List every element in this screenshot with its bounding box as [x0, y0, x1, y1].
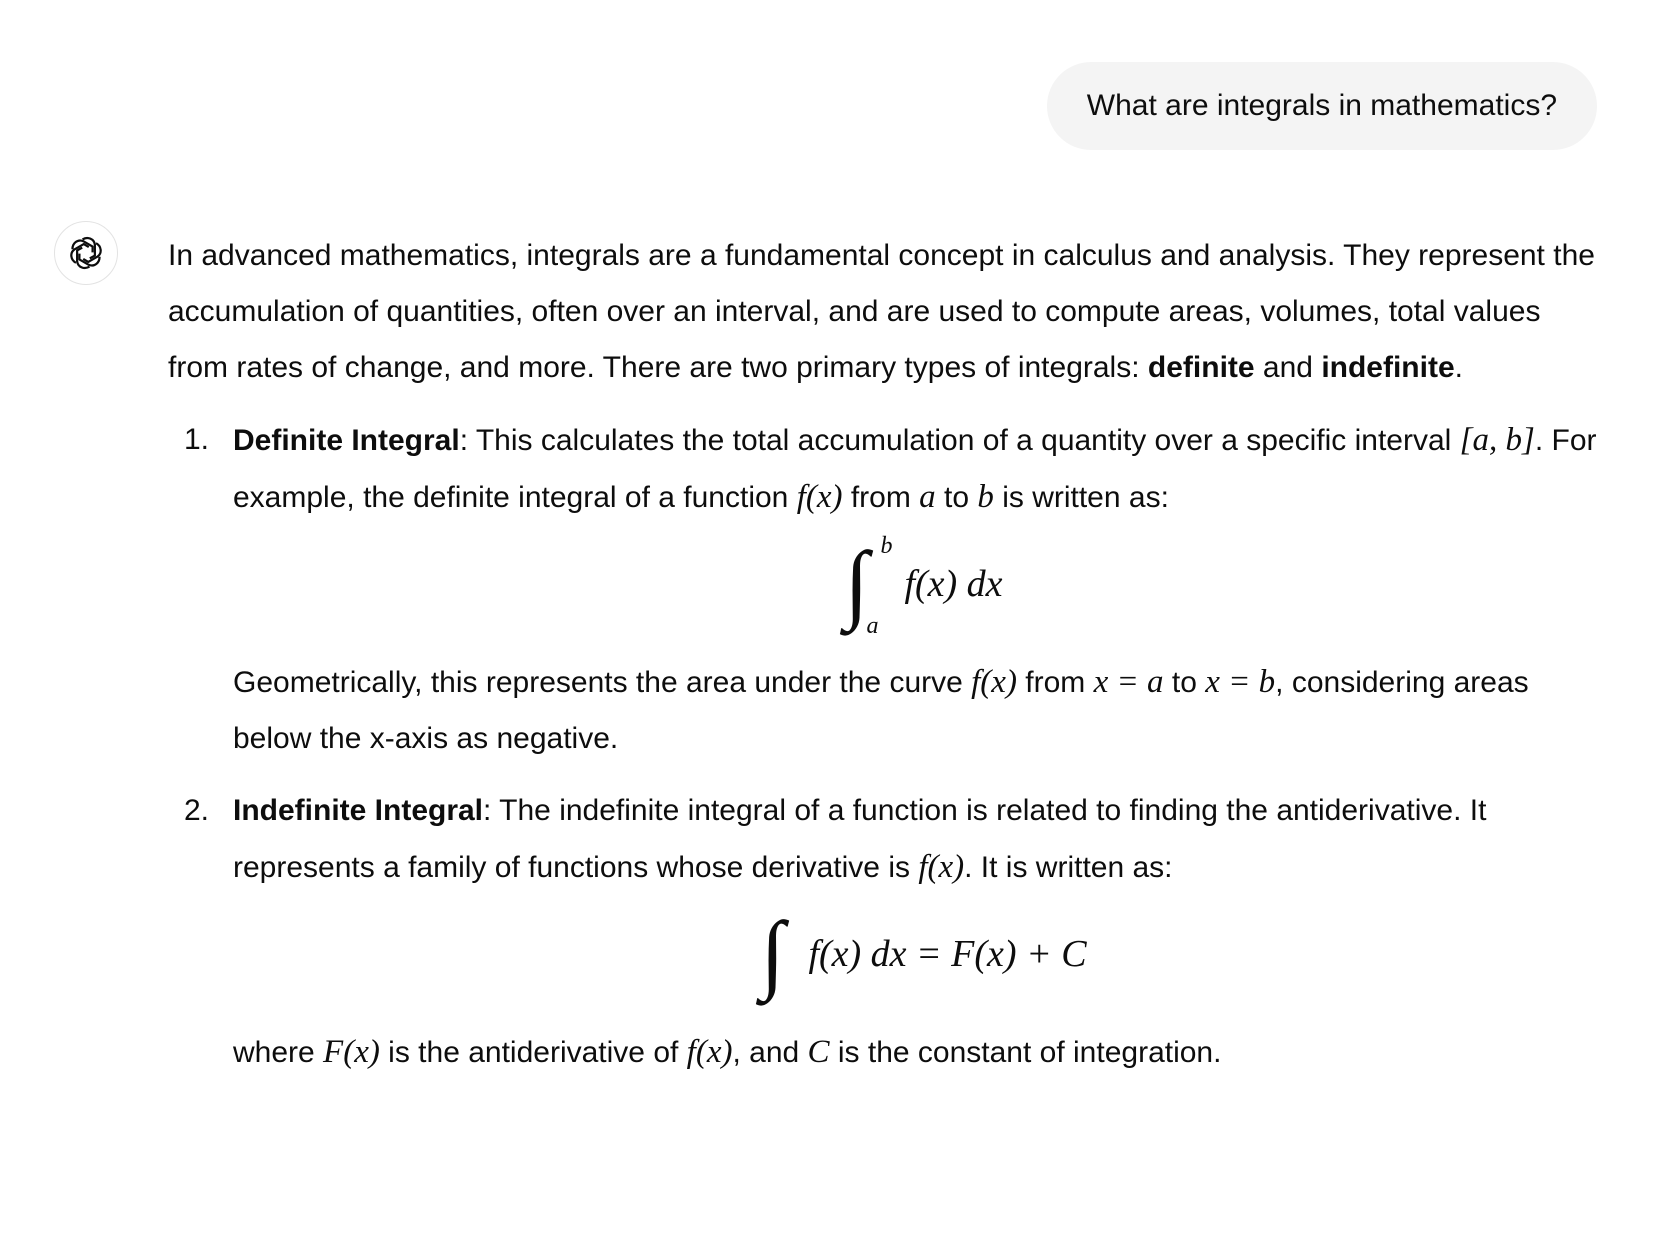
- integral-sign: ∫: [844, 535, 869, 632]
- upper-limit: b: [880, 533, 893, 559]
- assistant-avatar: [54, 221, 118, 285]
- math-inline: a: [919, 479, 936, 515]
- math-inline: f(x): [918, 849, 965, 885]
- user-message-bubble: [1047, 62, 1597, 150]
- item-text: . For example, the definite integral of a function: [233, 424, 1597, 514]
- item-text: is the constant of integration.: [829, 1036, 1222, 1069]
- item-text: , considering areas below the x-axis as negative.: [233, 666, 1529, 755]
- intro-bold-definite: definite: [1147, 351, 1255, 384]
- integral-sign: ∫: [760, 905, 785, 1002]
- item-text: from: [842, 481, 920, 514]
- integral-sign-wrap: [754, 904, 804, 1004]
- lower-limit: a: [866, 613, 879, 639]
- list-item-indefinite: [168, 783, 1608, 1081]
- item-text: to: [935, 481, 978, 514]
- item-text: from: [1016, 666, 1094, 699]
- openai-logo-icon: [67, 234, 105, 272]
- math-inline: [a, b]: [1459, 422, 1535, 458]
- item-title: Definite Integral: [233, 424, 460, 457]
- math-inline: C: [807, 1034, 830, 1070]
- math-inline: F(x): [323, 1034, 380, 1070]
- intro-text: In advanced mathematics, integrals are a fundamental concept in calculus and analysis. They represent the accumulation of quantities, often over an interval, and are used to compute areas, volumes, total values from rates of change, and more. There are two primary types of integrals:: [168, 239, 1595, 384]
- item-text: . It is written as:: [964, 851, 1173, 884]
- item-text: where: [233, 1036, 324, 1069]
- item-text: : The indefinite integral of a function is related to finding the antiderivative. It represents a family of functions whose derivative is: [233, 794, 1487, 884]
- definite-integral-formula: [233, 533, 1608, 639]
- integral-with-limits: [838, 533, 900, 639]
- integrand-equation: f(x) dx = F(x) + C: [808, 933, 1087, 975]
- math-inline: f(x): [686, 1034, 733, 1070]
- item-text: , and: [732, 1036, 808, 1069]
- math-inline: x = b: [1205, 664, 1276, 700]
- math-inline: x = a: [1093, 664, 1164, 700]
- list-item-definite: [168, 412, 1608, 767]
- list-number: 2.: [184, 794, 210, 827]
- indefinite-integral-formula: [233, 904, 1608, 1004]
- integral-types-list: [168, 412, 1608, 1081]
- reply-intro: [168, 228, 1608, 396]
- intro-text: and: [1254, 351, 1322, 384]
- item-text: : This calculates the total accumulation of a quantity over a specific interval: [459, 424, 1460, 457]
- integrand: f(x) dx: [904, 563, 1003, 605]
- intro-text: .: [1454, 351, 1463, 384]
- math-inline: f(x): [796, 479, 843, 515]
- item-text: is written as:: [993, 481, 1169, 514]
- item-text: Geometrically, this represents the area under the curve: [233, 666, 972, 699]
- assistant-reply: [168, 228, 1608, 1081]
- user-message-text: What are integrals in mathematics?: [1086, 89, 1557, 122]
- list-number: 1.: [184, 423, 210, 456]
- item-title: Indefinite Integral: [233, 794, 484, 827]
- intro-bold-indefinite: indefinite: [1321, 351, 1455, 384]
- math-inline: b: [977, 479, 994, 515]
- item-text: is the antiderivative of: [379, 1036, 687, 1069]
- item-text: to: [1163, 666, 1206, 699]
- math-inline: f(x): [971, 664, 1017, 700]
